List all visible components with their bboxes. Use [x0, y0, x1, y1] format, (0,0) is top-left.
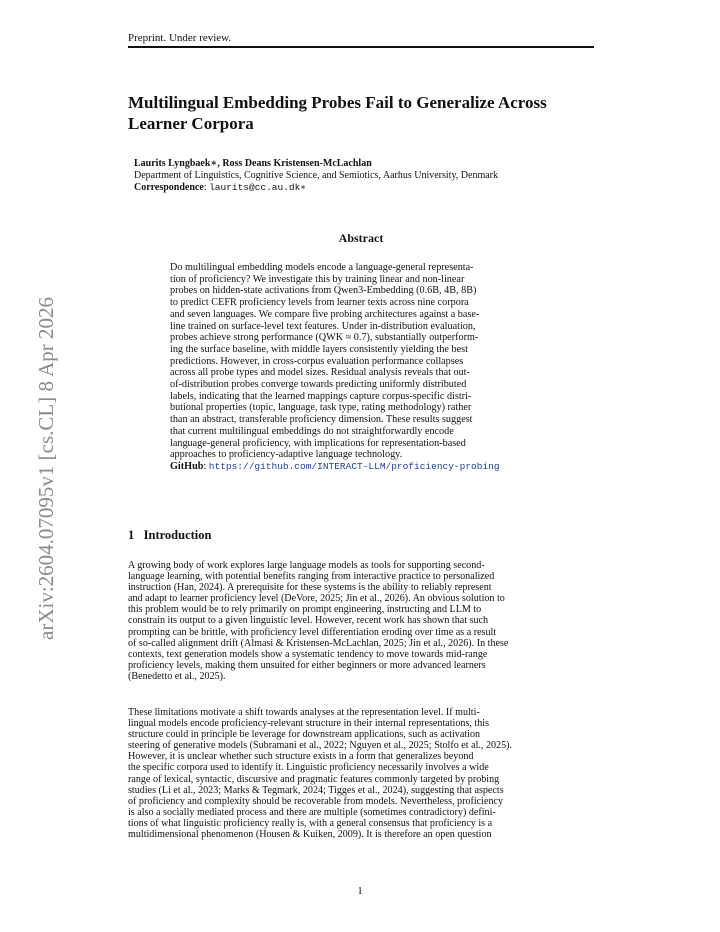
text-line: prompting can be brittle, with proficiency level differentiation eroding over time as a result: [128, 626, 497, 638]
intro-paragraph-1: [128, 560, 596, 682]
abstract-line: predictions. However, in cross-corpus evaluation performance collapses: [170, 355, 464, 367]
text-line: studies (Li et al., 2023; Marks & Tegmark, 2024; Tigges et al., 2024), suggesting that aspects: [128, 784, 504, 796]
text-line: A growing body of work explores large language models as tools for supporting second-: [128, 560, 485, 571]
text-line: this problem would be to rely primarily on prompt engineering, instructing and LLM to: [128, 604, 482, 616]
text-line: language learning, with potential benefits ranging from interactive practice to personalized: [128, 571, 495, 583]
paper-title: [128, 92, 598, 134]
github-link[interactable]: https://github.com/INTERACT-LLM/proficiency-probing: [208, 460, 500, 472]
text-line: instruction (Han, 2024). A prerequisite for these systems is the ability to reliably represent: [128, 582, 492, 594]
correspondence-label: Correspondence: [134, 182, 204, 193]
text-line: However, it is unclear whether such structure exists in a form that generalizes beyond: [128, 751, 474, 763]
github-label: GitHub: [170, 460, 204, 472]
abstract-line: that current multilingual embeddings do not straightforwardly encode: [170, 425, 454, 437]
abstract-line: line trained on surface-level text features. Under in-distribution evaluation,: [170, 320, 476, 332]
text-line: and adapt to learner proficiency level (DeVore, 2025; Jin et al., 2026). An obvious solution to: [128, 593, 505, 605]
abstract-line: labels, indicating that the learned mappings capture corpus-specific distri-: [170, 390, 472, 402]
text-line: multidimensional phenomenon (Housen & Kuiken, 2009). It is therefore an open question: [128, 829, 492, 841]
text-line: is also a socially mediated process and there are multiple (sometimes contradictory) defini-: [128, 806, 496, 818]
abstract-line: Do multilingual embedding models encode a language-general representa-: [170, 262, 474, 273]
abstract-heading: Abstract: [338, 231, 384, 245]
abstract-line: tion of proficiency? We investigate this by training linear and non-linear: [170, 273, 465, 285]
abstract-line: butional properties (topic, language, task type, rating methodology) rather: [170, 402, 472, 414]
text-line: the specific corpora used to identify it. Linguistic proficiency necessarily involves a wide: [128, 762, 489, 774]
text-line: steering of generative models (Subramani et al., 2022; Nguyen et al., 2025; Stolfo et al., 2025).: [128, 740, 513, 752]
intro-paragraph-2: [128, 707, 596, 840]
text-line: tions of what linguistic proficiency really is, with a general consensus that proficiency is a: [128, 817, 493, 829]
abstract-line: than an abstract, transferable proficiency dimension. These results suggest: [170, 414, 473, 426]
abstract-line: across all probe types and model sizes. Residual analysis reveals that out-: [170, 367, 470, 379]
text-line: (Benedetto et al., 2025).: [128, 670, 226, 682]
abstract-line: probes on hidden-state activations from Qwen3-Embedding (0.6B, 4B, 8B): [170, 285, 477, 297]
author-names: Laurits Lyngbaek∗, Ross Deans Kristensen-McLachlan: [134, 158, 372, 169]
text-line: constrain its output to a given linguistic level. However, recent work has shown that such: [128, 615, 489, 627]
section-title: Introduction: [143, 528, 212, 542]
title-line: Multilingual Embedding Probes Fail to Generalize Across: [128, 93, 547, 112]
abstract-body: [170, 262, 552, 473]
correspondence-email[interactable]: laurits@cc.au.dk∗: [209, 182, 307, 193]
affiliation: Department of Linguistics, Cognitive Science, and Semiotics, Aarhus University, Denmark: [134, 170, 498, 181]
text-line: of so-called alignment drift (Almasi & Kristensen-McLachlan, 2025; Jin et al., 2026). In these: [128, 637, 509, 649]
abstract-line: probes achieve strong performance (QWK ≈ 0.7), substantially outperform-: [170, 332, 479, 344]
text-line: range of lexical, syntactic, discursive and pragmatic features commonly targeted by probing: [128, 773, 500, 785]
title-line: Learner Corpora: [128, 114, 254, 133]
text-line: contexts, text generation models show a systematic tendency to move towards mid-range: [128, 648, 488, 660]
text-line: These limitations motivate a shift towards analyses at the representation level. If multi-: [128, 707, 480, 718]
section-heading: [128, 528, 211, 543]
abstract-line: approaches to proficiency-adaptive language technology.: [170, 449, 403, 461]
text-line: proficiency levels, making them unsuited for either beginners or more advanced learners: [128, 659, 486, 671]
text-line: structure could in principle be leverage for downstream applications, such as activation: [128, 729, 481, 741]
github-line: GitHub: https://github.com/INTERACT-LLM/proficiency-probing: [170, 460, 500, 472]
abstract-line: and seven languages. We compare five probing architectures against a base-: [170, 308, 480, 320]
section-number: 1: [128, 528, 135, 542]
abstract-line: to predict CEFR proficiency levels from learner texts across nine corpora: [170, 297, 469, 309]
abstract-line: of-distribution probes converge towards predicting uniformly distributed: [170, 379, 467, 391]
running-header: Preprint. Under review.: [128, 32, 232, 44]
abstract-line: language-general proficiency, with implications for representation-based: [170, 437, 466, 449]
page-number: 1: [357, 885, 363, 897]
abstract-line: ing the surface baseline, with middle layers consistently yielding the best: [170, 343, 468, 355]
text-line: lingual models encode proficiency-relevant structure in their internal representations, this: [128, 718, 490, 730]
arxiv-stamp: arXiv:2604.07095v1 [cs.CL] 8 Apr 2026: [34, 297, 58, 640]
header-rule: [128, 46, 594, 48]
text-line: of proficiency and complexity should be recoverable from models. Nevertheless, proficiency: [128, 795, 504, 807]
author-block: Laurits Lyngbaek∗, Ross Deans Kristensen-McLachlan Department of Linguistics, Cognitive Science, and Semiotics, Aarhus University, Denmark Correspondence: laurits@cc.au.dk∗: [134, 158, 604, 194]
